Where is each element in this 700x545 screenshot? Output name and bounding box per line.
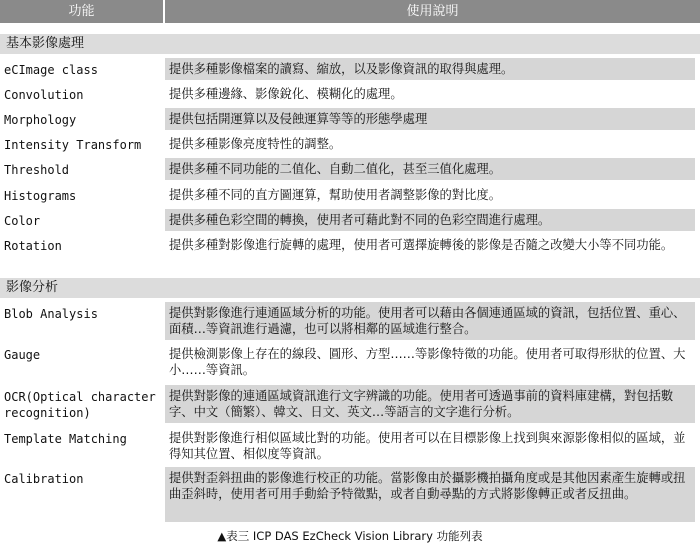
function-description: 提供多種色彩空間的轉換，使用者可藉此對不同的色彩空間進行處理。 (165, 209, 695, 231)
table-row (0, 234, 700, 274)
section-basic-image-processing: 基本影像處理 (0, 34, 700, 54)
table-row (0, 467, 700, 522)
function-name: Convolution (4, 88, 84, 102)
table-row (0, 302, 700, 340)
function-name: Threshold (4, 163, 70, 177)
table-row (0, 427, 700, 465)
function-description: 提供多種邊緣、影像銳化、模糊化的處理。 (165, 83, 695, 105)
function-description: 提供對歪斜扭曲的影像進行校正的功能。當影像由於攝影機拍攝角度或是其他因素產生旋轉或扭曲歪斜時，使用者可用手動給予特徵點，或者自動尋點的方式將影像轉正或者反扭曲。 (165, 467, 695, 522)
function-description: 提供包括開運算以及侵蝕運算等等的形態學處理 (165, 108, 695, 130)
table-row (0, 133, 700, 155)
function-name: Calibration (4, 472, 84, 486)
function-name: eCImage class (4, 63, 98, 77)
function-name: Blob Analysis (4, 307, 98, 321)
function-description: 提供對影像的連通區域資訊進行文字辨識的功能。使用者可透過事前的資料庫建構，對包括數字、中文（簡繁）、韓文、日文、英文…等語言的文字進行分析。 (165, 385, 695, 423)
function-description: 提供多種對影像進行旋轉的處理，使用者可選擇旋轉後的影像是否隨之改變大小等不同功能。 (165, 234, 695, 274)
function-description: 提供檢測影像上存在的線段、圓形、方型……等影像特徵的功能。使用者可取得形狀的位置、大小……等資訊。 (165, 343, 695, 381)
function-name: Template Matching (4, 432, 127, 446)
function-description: 提供多種不同功能的二值化、自動二值化，甚至三值化處理。 (165, 158, 695, 180)
function-name: Intensity Transform (4, 138, 142, 152)
function-description: 提供多種影像檔案的讀寫、縮放，以及影像資訊的取得與處理。 (165, 58, 695, 80)
table-row (0, 158, 700, 180)
function-description: 提供對影像進行連通區域分析的功能。使用者可以藉由各個連通區域的資訊，包括位置、重心、面積…等資訊進行過濾，也可以將相鄰的區域進行整合。 (165, 302, 695, 340)
table-row (0, 108, 700, 130)
header-function: 功能 (0, 0, 163, 23)
function-description: 提供多種影像亮度特性的調整。 (165, 133, 695, 155)
function-name: Color (4, 214, 41, 228)
table-caption: ▲表三 ICP DAS EzCheck Vision Library 功能列表 (217, 529, 483, 543)
table-row (0, 58, 700, 80)
table-row (0, 209, 700, 231)
table-row (0, 83, 700, 105)
function-name: Gauge (4, 348, 41, 362)
function-name: OCR(Optical character recognition) (4, 390, 156, 420)
function-name: Rotation (4, 239, 62, 253)
function-name: Morphology (4, 113, 77, 127)
table-row (0, 385, 700, 423)
table-row (0, 184, 700, 206)
table-row (0, 343, 700, 381)
header-description: 使用說明 (165, 0, 700, 23)
function-description: 提供多種不同的直方圖運算，幫助使用者調整影像的對比度。 (165, 184, 695, 206)
section-image-analysis: 影像分析 (0, 278, 700, 298)
function-description: 提供對影像進行相似區域比對的功能。使用者可以在目標影像上找到與來源影像相似的區域，並得知其位置、相似度等資訊。 (165, 427, 695, 465)
function-name: Histograms (4, 189, 77, 203)
